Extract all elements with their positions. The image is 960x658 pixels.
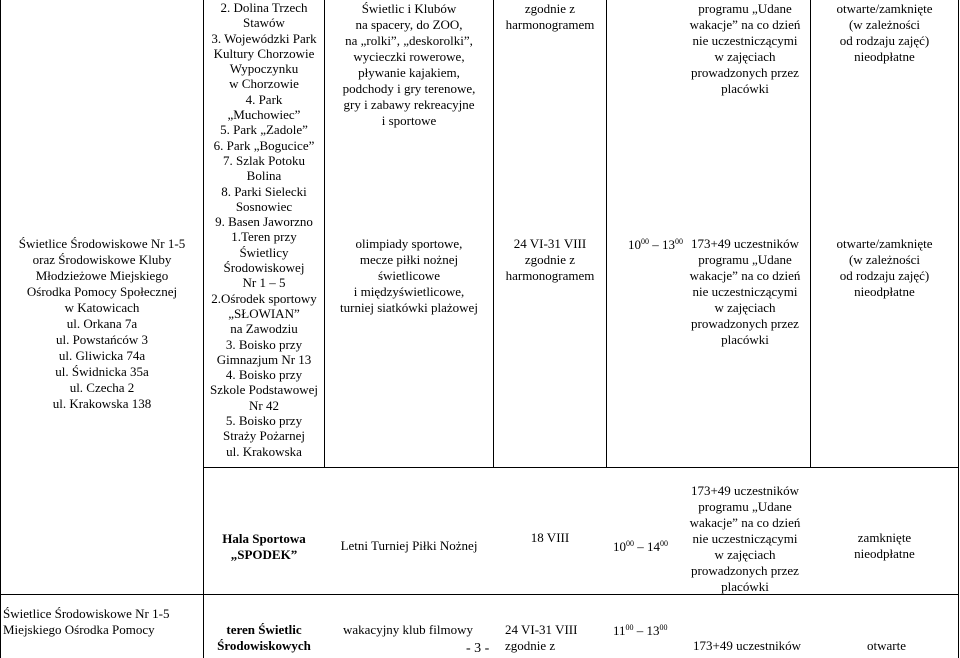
tournament-date-cell: 18 VIII — [530, 530, 570, 545]
tournament-access-cell: zamknięte nieodpłatne — [854, 530, 915, 561]
participants-cell-a: programu „Udane wakacje” na co dzień nie uczestniczącymi w zajęciach prowadzonych przez placówki — [689, 1, 801, 96]
column-divider-4 — [606, 0, 607, 467]
film-place-cell: teren Świetlic Środowiskowych — [217, 622, 311, 653]
activities-cell-a: Świetlic i Klubów na spacery, do ZOO, na „rolki”, „deskorolki”, wycieczki rowerowe, pływanie kajakiem, podchody i gry terenowe, gry i zabawy rekreacyjne i sportowe — [342, 1, 476, 128]
table-border-left — [0, 0, 1, 658]
film-hours-cell: $11^{00} - 13^{00}$ — [613, 623, 668, 638]
tournament-activity-cell: Letni Turniej Piłki Nożnej — [340, 538, 478, 553]
participants-cell-b: 173+49 uczestników programu „Udane wakacje” na co dzień nie uczestniczącymi w zajęciach prowadzonych przez placówki — [689, 236, 801, 347]
organizer-cell: Świetlice Środowiskowe Nr 1-5 oraz Środowiskowe Kluby Młodzieżowe Miejskiego Ośrodka Pomocy Społecznej w Katowicach ul. Orkana 7a ul. Powstańców 3 ul. Gliwicka 74a ul. Świdnicka 35a ul. Czecha 2 ul. Krakowska 138 — [18, 236, 186, 411]
date-cell-a: zgodnie z harmonogramem — [505, 1, 595, 32]
hours-cell: $10^{00} - 13^{00}$ — [628, 237, 683, 252]
date-cell-b: 24 VI-31 VIII zgodnie z harmonogramem — [505, 236, 595, 283]
hall-place-cell: Hala Sportowa „SPODEK” — [222, 531, 306, 562]
tournament-hours-cell: $10^{00} - 14^{00}$ — [613, 539, 668, 554]
column-divider-5 — [810, 0, 811, 467]
row-divider-2 — [0, 594, 959, 595]
page-number: - 3 - — [466, 641, 490, 656]
organizer-cell-3: Świetlice Środowiskowe Nr 1-5 Miejskiego Ośrodka Pomocy — [3, 606, 170, 637]
table-border-right — [958, 0, 959, 658]
access-cell-b: otwarte/zamknięte (w zależności od rodzaju zajęć) nieodpłatne — [836, 236, 933, 299]
film-access-cell: otwarte — [867, 638, 906, 653]
tournament-participants-cell: 173+49 uczestników programu „Udane wakacje” na co dzień nie uczestniczącymi w zajęciach prowadzonych przez placówki — [689, 483, 801, 594]
places-cell: 2. Dolina Trzech Stawów 3. Wojewódzki Park Kultury Chorzowie Wypoczynku w Chorzowie 4. Park „Muchowiec” 5. Park „Zadole” 6. Park „Bogucice” 7. Szlak Potoku Bolina 8. Parki Sielecki Sosnowiec 9. Basen Jaworzno 1.Teren przy Świetlicy Środowiskowej Nr 1 – 5 2.Ośrodek sportowy „SŁOWIAN” na Zawodziu 3. Boisko przy Gimnazjum Nr 13 4. Boisko przy Szkole Podstawowej Nr 42 5. Boisko przy Straży Pożarnej ul. Krakowska — [210, 0, 318, 459]
film-date-cell: 24 VI-31 VIII zgodnie z — [505, 622, 578, 653]
row-divider-1 — [203, 467, 959, 468]
film-activity-cell: wakacyjny klub filmowy — [343, 622, 473, 637]
access-cell-a: otwarte/zamknięte (w zależności od rodzaju zajęć) nieodpłatne — [836, 1, 933, 64]
film-participants-cell: 173+49 uczestników — [693, 638, 802, 653]
column-divider-3 — [493, 0, 494, 467]
activities-cell-b: olimpiady sportowe, mecze piłki nożnej świetlicowe i międzyświetlicowe, turniej siatkówki plażowej — [340, 236, 478, 315]
